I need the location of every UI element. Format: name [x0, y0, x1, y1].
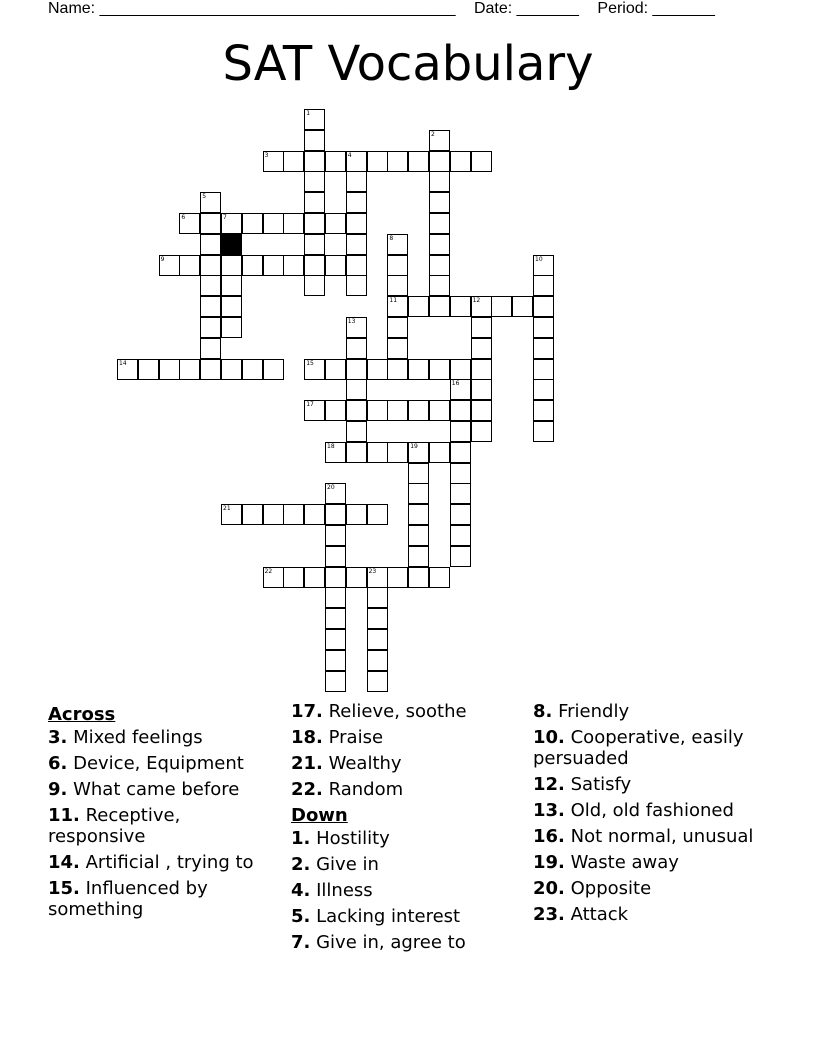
clue-text: Receptive, responsive [48, 805, 181, 847]
crossword-cell[interactable] [325, 587, 346, 608]
across-heading: Across [48, 704, 116, 725]
crossword-cell[interactable] [325, 442, 346, 463]
crossword-cell[interactable] [304, 255, 325, 276]
crossword-cell[interactable] [408, 359, 429, 380]
crossword-cell[interactable] [242, 504, 263, 525]
clue-item [533, 727, 773, 769]
clue-item [533, 826, 773, 847]
clue-text: Mixed feelings [67, 727, 203, 748]
crossword-cell[interactable] [346, 359, 367, 380]
crossword-cell[interactable] [200, 255, 221, 276]
crossword-cell[interactable] [387, 255, 408, 276]
clue-item [48, 779, 278, 800]
clue-number: 13. [533, 800, 565, 821]
cell-number: 20 [327, 484, 335, 492]
clue-item [533, 774, 773, 795]
crossword-cell[interactable] [429, 275, 450, 296]
crossword-cell[interactable] [471, 317, 492, 338]
crossword-cell[interactable] [450, 359, 471, 380]
clues-column-1 [48, 701, 278, 925]
crossword-cell[interactable] [367, 629, 388, 650]
crossword-cell[interactable] [200, 234, 221, 255]
clue-item [48, 805, 278, 847]
crossword-cell[interactable] [429, 213, 450, 234]
clue-number: 3. [48, 727, 68, 748]
crossword-cell[interactable] [408, 504, 429, 525]
crossword-cell[interactable] [346, 171, 367, 192]
crossword-cell[interactable] [346, 400, 367, 421]
crossword-cell[interactable] [429, 255, 450, 276]
crossword-cell[interactable] [221, 504, 242, 525]
crossword-cell[interactable] [408, 442, 429, 463]
cell-number: 19 [410, 442, 418, 450]
clue-number: 4. [291, 880, 311, 901]
clue-number: 18. [291, 727, 323, 748]
clue-number: 12. [533, 774, 565, 795]
crossword-cell[interactable] [533, 379, 554, 400]
crossword-cell[interactable] [346, 338, 367, 359]
crossword-cell[interactable] [325, 504, 346, 525]
crossword-cell[interactable] [304, 130, 325, 151]
cell-number: 6 [181, 214, 186, 221]
crossword-cell[interactable] [346, 442, 367, 463]
clue-text: Illness [310, 880, 373, 901]
crossword-cell[interactable] [263, 255, 284, 276]
clue-number: 2. [291, 854, 311, 875]
cell-number: 22 [264, 567, 273, 575]
clue-number: 7. [291, 932, 311, 953]
crossword-cell[interactable] [512, 296, 533, 317]
clue-number: 11. [48, 805, 80, 826]
clue-text: Hostility [310, 828, 390, 849]
crossword-cell[interactable] [429, 359, 450, 380]
crossword-cell[interactable] [533, 275, 554, 296]
crossword-cell[interactable] [408, 151, 429, 172]
cell-number: 13 [347, 318, 356, 325]
crossword-cell[interactable] [429, 234, 450, 255]
date-field-label: Date: _______ [473, 0, 579, 17]
cell-number: 23 [368, 567, 377, 575]
down-heading: Down [291, 805, 348, 826]
crossword-cell[interactable] [387, 359, 408, 380]
cell-number: 5 [202, 193, 207, 201]
crossword-cell[interactable] [200, 275, 221, 296]
clue-item [291, 779, 521, 800]
crossword-cell[interactable] [346, 379, 367, 400]
clue-item [291, 854, 521, 875]
cell-number: 4 [347, 151, 352, 159]
clue-text: Wealthy [322, 753, 402, 774]
crossword-cell[interactable] [263, 359, 284, 380]
crossword-cell[interactable] [304, 171, 325, 192]
crossword-cell[interactable] [367, 442, 388, 463]
crossword-cell[interactable] [304, 400, 325, 421]
clue-item [291, 906, 521, 927]
crossword-cell[interactable] [263, 151, 284, 172]
crossword-cell[interactable] [159, 255, 180, 276]
crossword-cell[interactable] [387, 275, 408, 296]
crossword-cell[interactable] [346, 504, 367, 525]
clue-item [291, 753, 521, 774]
crossword-cell[interactable] [367, 151, 388, 172]
crossword-cell[interactable] [346, 192, 367, 213]
crossword-cell[interactable] [346, 317, 367, 338]
crossword-cell[interactable] [221, 275, 242, 296]
crossword-cell[interactable] [471, 151, 492, 172]
clue-text: Satisfy [564, 774, 632, 795]
crossword-cell[interactable] [450, 463, 471, 484]
crossword-cell[interactable] [325, 400, 346, 421]
crossword-cell[interactable] [429, 296, 450, 317]
clue-item [48, 727, 278, 748]
crossword-cell[interactable] [471, 296, 492, 317]
clue-number: 10. [533, 727, 565, 748]
cell-number: 15 [306, 359, 314, 367]
crossword-cell[interactable] [346, 255, 367, 276]
crossword-cell[interactable] [367, 608, 388, 629]
crossword-cell[interactable] [387, 151, 408, 172]
crossword-cell[interactable] [325, 255, 346, 276]
crossword-cell[interactable] [304, 213, 325, 234]
clue-item [48, 753, 278, 774]
clue-number: 23. [533, 904, 565, 925]
crossword-cell[interactable] [429, 130, 450, 151]
crossword-cell[interactable] [221, 359, 242, 380]
crossword-cell[interactable] [367, 671, 388, 692]
crossword-cell[interactable] [471, 400, 492, 421]
clue-item [291, 828, 521, 849]
clue-text: Waste away [564, 852, 679, 873]
crossword-cell[interactable] [346, 275, 367, 296]
clue-number: 16. [533, 826, 565, 847]
crossword-cell[interactable] [325, 608, 346, 629]
clue-item [291, 932, 521, 953]
crossword-cell[interactable] [367, 359, 388, 380]
crossword-cell[interactable] [263, 567, 284, 588]
clue-item [533, 878, 773, 899]
crossword-cell[interactable] [325, 483, 346, 504]
clue-item [291, 701, 521, 722]
crossword-cell[interactable] [367, 567, 388, 588]
crossword-cell[interactable] [283, 151, 304, 172]
crossword-cell[interactable] [283, 567, 304, 588]
clue-item [48, 852, 278, 873]
crossword-cell[interactable] [200, 213, 221, 234]
crossword-cell[interactable] [304, 151, 325, 172]
clue-item [48, 878, 278, 920]
name-field-label: Name: ________________________________________ [48, 0, 456, 17]
crossword-cell[interactable] [387, 338, 408, 359]
clue-item [533, 904, 773, 925]
cell-number: 9 [160, 255, 165, 263]
clue-text: Random [322, 779, 404, 800]
clue-text: Artificial , trying to [79, 852, 254, 873]
crossword-cell[interactable] [221, 255, 242, 276]
crossword-cell[interactable] [450, 421, 471, 442]
crossword-cell[interactable] [450, 400, 471, 421]
cell-number: 16 [451, 380, 460, 388]
crossword-cell[interactable] [471, 421, 492, 442]
crossword-cell[interactable] [304, 359, 325, 380]
crossword-cell[interactable] [387, 317, 408, 338]
crossword-cell[interactable] [325, 151, 346, 172]
crossword-cell[interactable] [242, 213, 263, 234]
crossword-cell[interactable] [408, 400, 429, 421]
clue-text: Attack [564, 904, 629, 925]
crossword-cell[interactable] [408, 525, 429, 546]
clue-item [533, 852, 773, 873]
crossword-cell[interactable] [533, 255, 554, 276]
clue-number: 14. [48, 852, 80, 873]
cell-number: 1 [306, 110, 311, 117]
cell-number: 17 [306, 401, 314, 409]
crossword-cell[interactable] [283, 504, 304, 525]
clue-text: Influenced by something [48, 878, 208, 920]
crossword-cell[interactable] [429, 442, 450, 463]
clue-item [533, 701, 773, 722]
clue-text: Relieve, soothe [322, 701, 467, 722]
clue-text: Device, Equipment [67, 753, 244, 774]
crossword-cell[interactable] [429, 171, 450, 192]
clue-text: Lacking interest [310, 906, 461, 927]
crossword-cell[interactable] [179, 359, 200, 380]
crossword-cell[interactable] [429, 192, 450, 213]
crossword-cell[interactable] [263, 213, 284, 234]
crossword-cell[interactable] [283, 255, 304, 276]
crossword-cell[interactable] [325, 546, 346, 567]
crossword-cell[interactable] [533, 296, 554, 317]
crossword-cell[interactable] [471, 379, 492, 400]
crossword-cell[interactable] [179, 213, 200, 234]
clue-number: 5. [291, 906, 311, 927]
crossword-cell[interactable] [263, 504, 284, 525]
crossword-cell[interactable] [242, 255, 263, 276]
crossword-cell[interactable] [325, 629, 346, 650]
clue-item [291, 727, 521, 748]
crossword-cell[interactable] [221, 317, 242, 338]
crossword-cell[interactable] [325, 567, 346, 588]
clue-number: 21. [291, 753, 323, 774]
clue-item [533, 800, 773, 821]
crossword-cell[interactable] [346, 213, 367, 234]
crossword-cell[interactable] [346, 421, 367, 442]
clue-text: Not normal, unusual [564, 826, 754, 847]
crossword-cell[interactable] [450, 296, 471, 317]
crossword-cell[interactable] [533, 421, 554, 442]
crossword-block [221, 234, 242, 255]
crossword-cell[interactable] [159, 359, 180, 380]
crossword-cell[interactable] [304, 504, 325, 525]
cell-number: 8 [389, 234, 394, 242]
clue-text: Opposite [564, 878, 652, 899]
clue-text: Praise [322, 727, 384, 748]
crossword-cell[interactable] [408, 296, 429, 317]
crossword-cell[interactable] [471, 359, 492, 380]
crossword-cell[interactable] [367, 650, 388, 671]
crossword-cell[interactable] [450, 442, 471, 463]
cell-number: 18 [327, 442, 335, 450]
crossword-cell[interactable] [387, 567, 408, 588]
crossword-cell[interactable] [304, 109, 325, 130]
clues-column-3 [533, 701, 773, 930]
cell-number: 11 [389, 297, 398, 305]
crossword-cell[interactable] [408, 463, 429, 484]
crossword-cell[interactable] [367, 504, 388, 525]
clue-number: 9. [48, 779, 68, 800]
crossword-cell[interactable] [491, 296, 512, 317]
clue-text: Give in [310, 854, 379, 875]
crossword-cell[interactable] [325, 671, 346, 692]
crossword-cell[interactable] [325, 525, 346, 546]
crossword-cell[interactable] [429, 567, 450, 588]
clue-number: 15. [48, 878, 80, 899]
clue-number: 6. [48, 753, 68, 774]
crossword-cell[interactable] [450, 546, 471, 567]
cell-number: 21 [223, 505, 231, 513]
crossword-cell[interactable] [117, 359, 138, 380]
crossword-cell[interactable] [283, 213, 304, 234]
crossword-cell[interactable] [304, 192, 325, 213]
crossword-cell[interactable] [450, 504, 471, 525]
clue-number: 22. [291, 779, 323, 800]
crossword-cell[interactable] [408, 483, 429, 504]
clue-text: Old, old fashioned [564, 800, 734, 821]
crossword-cell[interactable] [367, 587, 388, 608]
crossword-cell[interactable] [408, 546, 429, 567]
crossword-cell[interactable] [471, 338, 492, 359]
crossword-cell[interactable] [387, 442, 408, 463]
cell-number: 2 [431, 130, 435, 138]
cell-number: 14 [119, 359, 127, 367]
clue-number: 8. [533, 701, 553, 722]
clue-text: Give in, agree to [310, 932, 466, 953]
crossword-cell[interactable] [179, 255, 200, 276]
crossword-cell[interactable] [533, 400, 554, 421]
clue-text: Cooperative, easily persuaded [533, 727, 744, 769]
crossword-cell[interactable] [533, 338, 554, 359]
crossword-cell[interactable] [138, 359, 159, 380]
crossword-cell[interactable] [304, 567, 325, 588]
crossword-cell[interactable] [450, 483, 471, 504]
clues-column-2 [291, 701, 521, 958]
page-title: SAT Vocabulary [222, 36, 594, 92]
crossword-cell[interactable] [304, 275, 325, 296]
crossword-cell[interactable] [408, 567, 429, 588]
clue-number: 19. [533, 852, 565, 873]
clue-text: Friendly [552, 701, 630, 722]
crossword-cell[interactable] [346, 567, 367, 588]
crossword-cell[interactable] [346, 151, 367, 172]
crossword-cell[interactable] [242, 359, 263, 380]
crossword-cell[interactable] [533, 359, 554, 380]
crossword-cell[interactable] [304, 234, 325, 255]
crossword-cell[interactable] [429, 151, 450, 172]
crossword-cell[interactable] [221, 213, 242, 234]
clue-item [291, 880, 521, 901]
crossword-cell[interactable] [450, 151, 471, 172]
crossword-cell[interactable] [450, 379, 471, 400]
cell-number: 12 [472, 297, 481, 305]
crossword-cell[interactable] [450, 525, 471, 546]
cell-number: 3 [264, 151, 269, 159]
crossword-cell[interactable] [387, 234, 408, 255]
crossword-cell[interactable] [429, 400, 450, 421]
crossword-cell[interactable] [346, 234, 367, 255]
crossword-cell[interactable] [367, 400, 388, 421]
clue-number: 1. [291, 828, 311, 849]
period-field-label: Period: _______ [597, 0, 715, 17]
crossword-cell[interactable] [200, 192, 221, 213]
crossword-cell[interactable] [200, 338, 221, 359]
crossword-cell[interactable] [387, 400, 408, 421]
clue-text: What came before [67, 779, 240, 800]
cell-number: 7 [223, 214, 227, 221]
crossword-cell[interactable] [533, 317, 554, 338]
crossword-cell[interactable] [200, 317, 221, 338]
crossword-cell[interactable] [387, 296, 408, 317]
crossword-cell[interactable] [200, 359, 221, 380]
header-fields [48, 0, 721, 18]
clue-number: 20. [533, 878, 565, 899]
crossword-cell[interactable] [325, 650, 346, 671]
cell-number: 10 [535, 255, 543, 263]
crossword-cell[interactable] [200, 296, 221, 317]
crossword-cell[interactable] [325, 359, 346, 380]
crossword-cell[interactable] [325, 213, 346, 234]
clue-number: 17. [291, 701, 323, 722]
crossword-cell[interactable] [221, 296, 242, 317]
